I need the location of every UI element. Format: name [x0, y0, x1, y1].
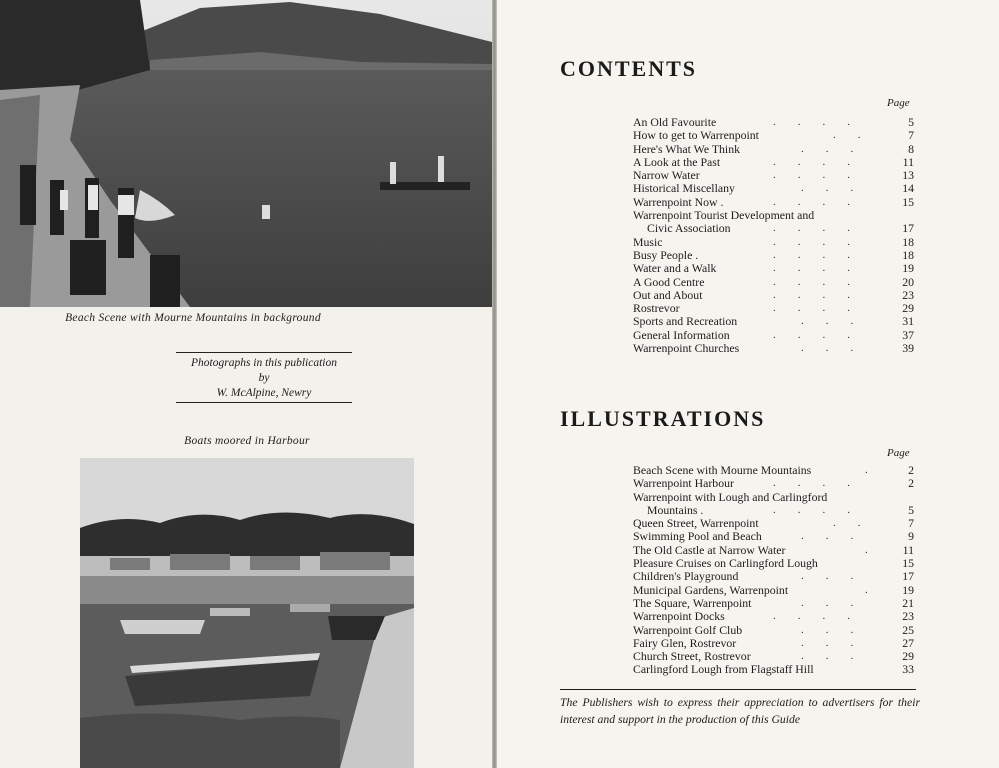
- toc-entry: [633, 610, 914, 623]
- harbour-photo-caption: Boats moored in Harbour: [184, 435, 310, 447]
- toc-entry-page: 19: [902, 582, 914, 597]
- toc-entry-page: 27: [902, 635, 914, 650]
- toc-entry-page: 39: [902, 341, 914, 356]
- toc-entry-title-continued: Civic Association: [647, 221, 731, 236]
- toc-leader-dots: ...: [801, 596, 876, 609]
- toc-entry-title: An Old Favourite: [633, 115, 717, 129]
- toc-entry: [633, 477, 914, 490]
- toc-entry-title: Warrenpoint Docks: [633, 609, 725, 624]
- toc-entry-page: 23: [902, 287, 914, 302]
- toc-entry-page: 18: [902, 234, 914, 249]
- toc-entry-title: Queen Street, Warrenpoint: [633, 516, 759, 531]
- toc-entry-page: 7: [908, 516, 914, 531]
- toc-leader-dots: ..: [833, 517, 883, 530]
- toc-entry: [633, 570, 914, 583]
- toc-leader-dots: ...: [801, 570, 876, 583]
- toc-entry-title: Rostrevor: [633, 301, 680, 316]
- contents-page-label: Page: [887, 97, 910, 109]
- toc-entry-page: 5: [908, 502, 914, 517]
- contents-list: [633, 116, 914, 355]
- toc-entry-title: Music: [633, 234, 663, 249]
- toc-entry: [633, 182, 914, 195]
- toc-entry: [633, 302, 914, 315]
- toc-leader-dots: ...: [801, 142, 876, 155]
- toc-entry-page: 18: [902, 247, 914, 262]
- toc-entry-title: Sports and Recreation: [633, 314, 738, 329]
- beach-photo-caption: Beach Scene with Mourne Mountains in background: [65, 312, 321, 324]
- contents-heading: CONTENTS: [560, 56, 698, 81]
- toc-entry: [633, 557, 914, 570]
- toc-entry-title: Pleasure Cruises on Carlingford Lough: [633, 556, 818, 571]
- toc-entry-page: 20: [902, 274, 914, 289]
- toc-entry-page: 8: [908, 141, 914, 156]
- toc-leader-dots: ....: [773, 288, 872, 301]
- illustrations-heading: ILLUSTRATIONS: [560, 406, 766, 431]
- toc-entry-page: 2: [908, 476, 914, 491]
- toc-entry-title: Church Street, Rostrevor: [633, 649, 751, 664]
- toc-entry-title-continued: Mountains .: [647, 502, 704, 517]
- toc-entry-title: The Square, Warrenpoint: [633, 595, 752, 610]
- toc-entry: [633, 650, 914, 663]
- toc-entry-title: A Good Centre: [633, 274, 705, 289]
- toc-leader-dots: ....: [773, 275, 872, 288]
- toc-entry-page: 7: [908, 128, 914, 143]
- toc-entry-page: 5: [908, 115, 914, 129]
- toc-entry: [633, 289, 914, 302]
- toc-entry-title: Warrenpoint Churches: [633, 341, 740, 356]
- toc-entry-page: 17: [902, 221, 914, 236]
- illustrations-page-label: Page: [887, 447, 910, 459]
- toc-leader-dots: ....: [773, 477, 872, 490]
- toc-leader-dots: ...: [801, 636, 876, 649]
- toc-entry: [633, 276, 914, 289]
- toc-entry-title: Warrenpoint with Lough and Carlingford: [633, 489, 828, 504]
- toc-entry-page: 33: [902, 662, 914, 677]
- toc-leader-dots: ...: [801, 315, 876, 328]
- toc-entry-page: 15: [902, 194, 914, 209]
- toc-entry: [633, 637, 914, 650]
- toc-entry-page: 9: [908, 529, 914, 544]
- photo-credit-by: by: [258, 372, 270, 384]
- toc-leader-dots: ....: [773, 503, 872, 516]
- toc-leader-dots: ....: [773, 169, 872, 182]
- toc-entry-title: Swimming Pool and Beach: [633, 529, 762, 544]
- beach-scene-image: [0, 0, 492, 307]
- toc-entry-page: 25: [902, 622, 914, 637]
- toc-entry-title: Water and a Walk: [633, 261, 717, 276]
- toc-leader-dots: ....: [773, 302, 872, 315]
- toc-entry: [633, 156, 914, 169]
- toc-entry: [633, 584, 914, 597]
- toc-entry-title: Warrenpoint Golf Club: [633, 622, 743, 637]
- toc-entry: [633, 196, 914, 209]
- toc-entry-page: 37: [902, 327, 914, 342]
- right-page: [497, 0, 999, 768]
- toc-leader-dots: ....: [773, 116, 872, 128]
- toc-entry: [633, 491, 914, 504]
- acknowledgement-text: The Publishers wish to express their appreciation to advertisers for their interest and support in the production of this Guide: [560, 696, 920, 726]
- toc-entry: [633, 169, 914, 182]
- toc-leader-dots: ...: [801, 530, 876, 543]
- toc-entry-title: Historical Miscellany: [633, 181, 735, 196]
- toc-entry-page: 31: [902, 314, 914, 329]
- toc-entry-title: Carlingford Lough from Flagstaff Hill: [633, 662, 814, 677]
- toc-leader-dots: .: [865, 543, 890, 556]
- toc-entry-title: Children's Playground: [633, 569, 739, 584]
- toc-entry: [633, 236, 914, 249]
- toc-entry-title: How to get to Warrenpoint: [633, 128, 759, 143]
- toc-entry-page: 19: [902, 261, 914, 276]
- toc-leader-dots: ....: [773, 155, 872, 168]
- toc-entry-title: Narrow Water: [633, 168, 700, 183]
- toc-entry-title: Out and About: [633, 287, 703, 302]
- toc-entry-page: 11: [902, 154, 914, 169]
- harbour-scene-image: [80, 458, 414, 768]
- toc-entry-page: 29: [902, 301, 914, 316]
- toc-entry: [633, 517, 914, 530]
- toc-leader-dots: ...: [801, 182, 876, 195]
- photo-credit-name: W. McAlpine, Newry: [216, 387, 312, 399]
- toc-entry-page: 11: [902, 542, 914, 557]
- illustrations-list: [633, 464, 914, 677]
- toc-entry: [633, 663, 914, 676]
- toc-leader-dots: ....: [773, 235, 872, 248]
- toc-leader-dots: .: [865, 583, 890, 596]
- toc-entry-title: Warrenpoint Now .: [633, 194, 724, 209]
- toc-leader-dots: ...: [801, 342, 876, 355]
- acknowledgement-rule: [560, 689, 916, 690]
- toc-leader-dots: ...: [801, 623, 876, 636]
- toc-leader-dots: ..: [833, 129, 883, 142]
- toc-entry: [633, 329, 914, 342]
- toc-entry: [633, 315, 914, 328]
- toc-entry: [633, 464, 914, 477]
- toc-leader-dots: ....: [773, 195, 872, 208]
- beach-photo: [0, 0, 492, 307]
- toc-entry-title: General Information: [633, 327, 730, 342]
- toc-entry: [633, 624, 914, 637]
- harbour-photo: [80, 458, 414, 768]
- toc-entry: [633, 249, 914, 262]
- toc-entry-title: Busy People .: [633, 247, 699, 262]
- photo-credit: [176, 352, 352, 403]
- toc-entry: [633, 544, 914, 557]
- toc-leader-dots: ....: [773, 328, 872, 341]
- toc-entry: [633, 143, 914, 156]
- toc-entry-title: Beach Scene with Mourne Mountains: [633, 463, 812, 477]
- toc-entry: [633, 129, 914, 142]
- toc-entry-title: A Look at the Past: [633, 154, 721, 169]
- toc-entry-continuation: [633, 504, 914, 517]
- toc-entry-page: 17: [902, 569, 914, 584]
- toc-leader-dots: ....: [773, 610, 872, 623]
- toc-entry-title: Warrenpoint Harbour: [633, 476, 734, 491]
- toc-entry-page: 2: [908, 463, 914, 477]
- toc-entry-page: 21: [902, 595, 914, 610]
- toc-entry-page: 14: [902, 181, 914, 196]
- toc-entry: [633, 116, 914, 129]
- toc-leader-dots: .: [865, 464, 890, 476]
- toc-entry: [633, 209, 914, 222]
- toc-entry-page: 23: [902, 609, 914, 624]
- toc-entry-title: Fairy Glen, Rostrevor: [633, 635, 737, 650]
- left-page: [0, 0, 492, 768]
- toc-entry-title: Warrenpoint Tourist Development and: [633, 208, 815, 223]
- toc-entry: [633, 597, 914, 610]
- toc-entry-continuation: [633, 222, 914, 235]
- toc-entry-title: The Old Castle at Narrow Water: [633, 542, 786, 557]
- toc-entry-title: Here's What We Think: [633, 141, 740, 156]
- toc-entry-page: 29: [902, 649, 914, 664]
- toc-entry: [633, 342, 914, 355]
- toc-entry: [633, 530, 914, 543]
- toc-entry-title: Municipal Gardens, Warrenpoint: [633, 582, 789, 597]
- toc-leader-dots: ...: [801, 650, 876, 663]
- photo-credit-line: Photographs in this publication: [191, 357, 337, 369]
- toc-entry-page: 15: [902, 556, 914, 571]
- toc-entry-page: 13: [902, 168, 914, 183]
- toc-leader-dots: ....: [773, 262, 872, 275]
- toc-entry: [633, 262, 914, 275]
- toc-leader-dots: ....: [773, 248, 872, 261]
- toc-leader-dots: ....: [773, 222, 872, 235]
